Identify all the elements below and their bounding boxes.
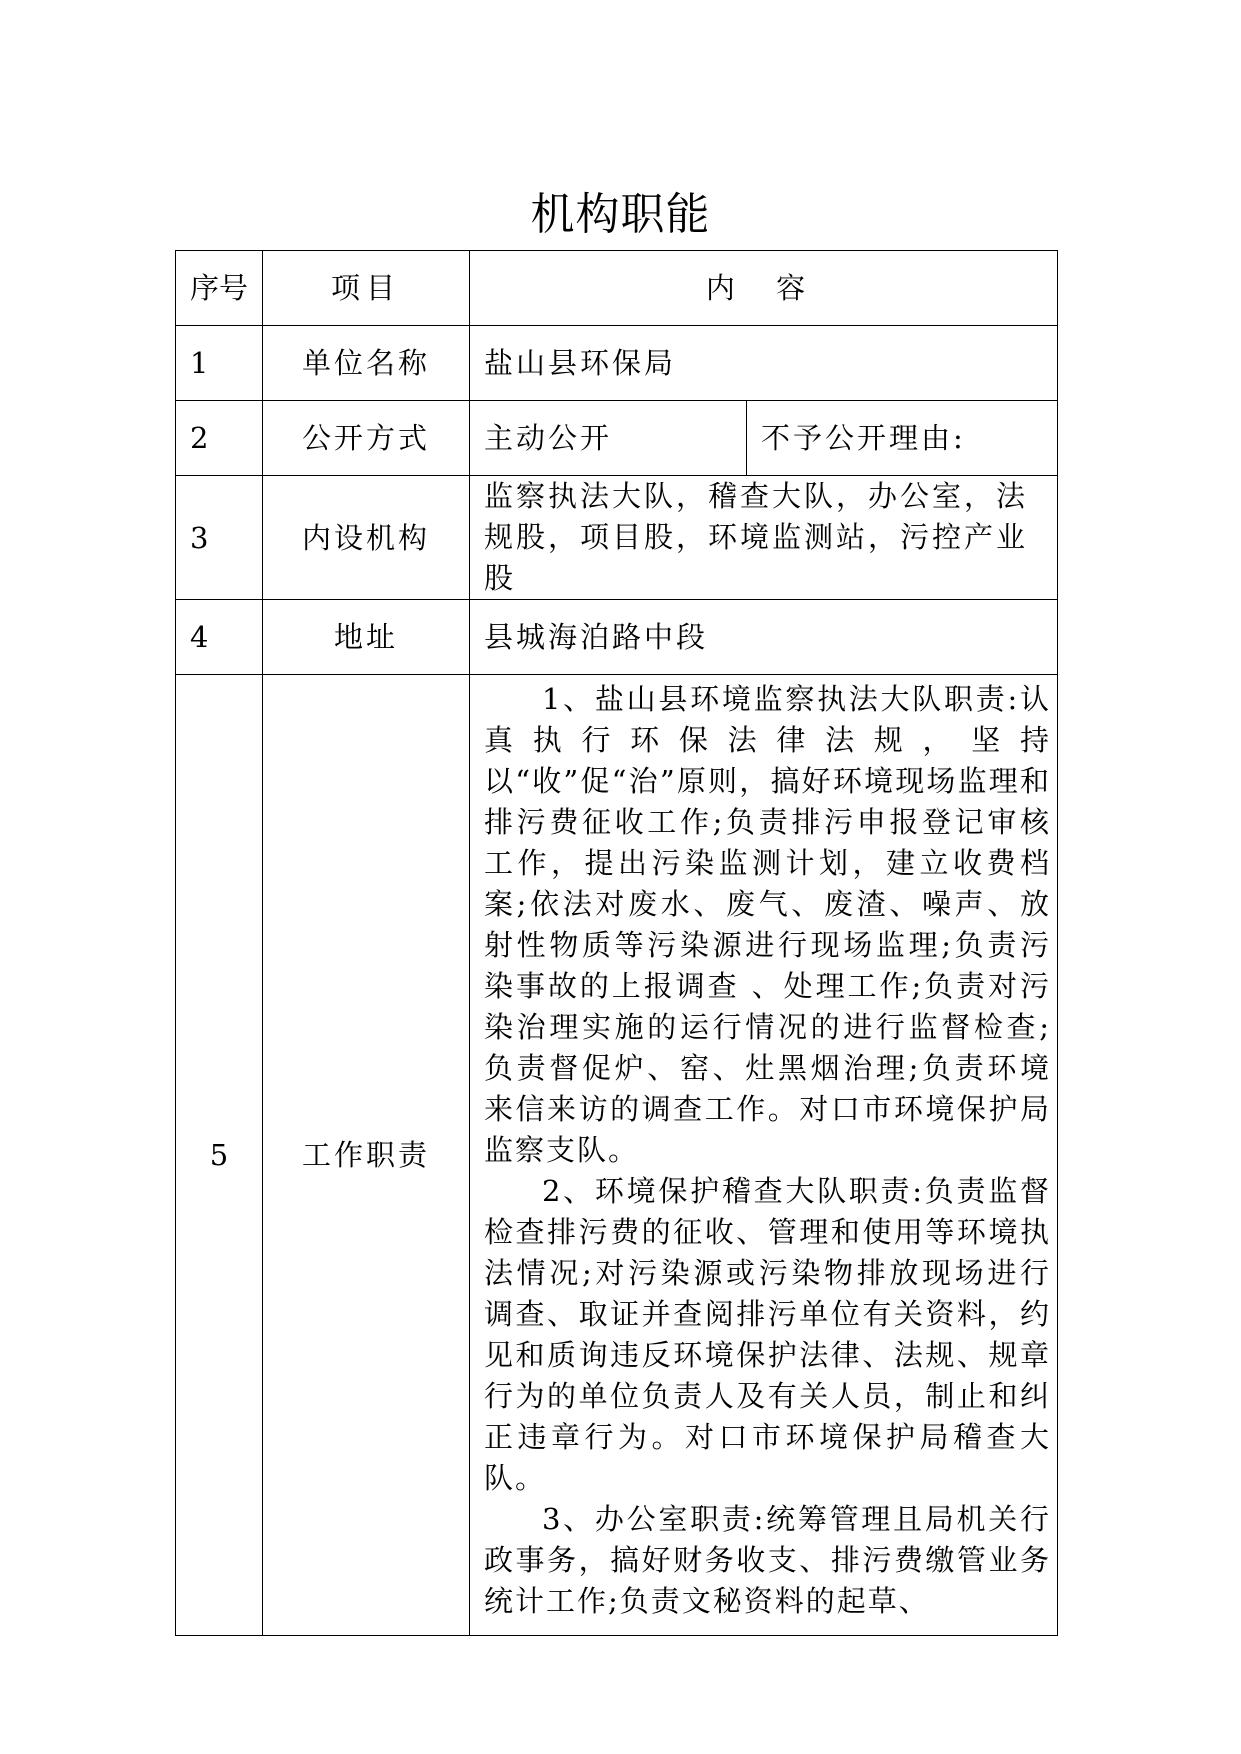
table-row bbox=[176, 600, 1058, 675]
duty-paragraph: 3、办公室职责:统筹管理且局机关行政事务，搞好财务收支、排污费缴管业务统计工作;负责文秘资料的起草、 bbox=[484, 1502, 1051, 1618]
row-value: 县城海泊路中段 bbox=[470, 600, 1058, 675]
row-value: 主动公开 bbox=[470, 401, 747, 475]
row-num: 1 bbox=[176, 326, 263, 401]
row-item: 公开方式 bbox=[263, 401, 470, 476]
header-item: 项目 bbox=[263, 251, 470, 326]
table-row bbox=[176, 675, 1058, 1636]
info-table bbox=[175, 250, 1058, 1636]
row-num: 3 bbox=[176, 476, 263, 600]
duty-paragraph: 1、盐山县环境监察执法大队职责:认真执行环保法律法规，坚持以“收”促“治”原则，搞好环境现场监理和排污费征收工作;负责排污申报登记审核工作，提出污染监测计划，建立收费档案;依法对废水、废气、废渣、噪声、放射性物质等污染源进行现场监理;负责污染事故的上报调查 、处理工作;负责对污染治理实施的运行情况的进行监督检查;负责督促炉、窑、灶黑烟治理;负责环境来信来访的调查工作。对口市环境保护局监察支队。 bbox=[484, 682, 1051, 1167]
table-row bbox=[176, 401, 1058, 476]
header-content bbox=[470, 251, 1058, 326]
row-item: 工作职责 bbox=[263, 675, 470, 1636]
row-duties bbox=[470, 675, 1058, 1636]
row-value: 盐山县环保局 bbox=[470, 326, 1058, 401]
row-item: 内设机构 bbox=[263, 476, 470, 600]
table-row bbox=[176, 326, 1058, 401]
row-item: 地址 bbox=[263, 600, 470, 675]
row-value-extra: 不予公开理由: bbox=[761, 421, 966, 455]
header-content-label: 内 容 bbox=[705, 271, 822, 305]
row-num: 2 bbox=[176, 401, 263, 476]
table-row bbox=[176, 476, 1058, 600]
row-item: 单位名称 bbox=[263, 326, 470, 401]
row-num: 5 bbox=[176, 675, 263, 1636]
page-title: 机构职能 bbox=[530, 189, 711, 240]
row-num: 4 bbox=[176, 600, 263, 675]
row-value: 监察执法大队，稽查大队，办公室，法规股，项目股，环境监测站，污控产业股 bbox=[470, 476, 1058, 600]
row-value-split bbox=[470, 401, 1058, 476]
header-num: 序号 bbox=[176, 251, 263, 326]
duty-paragraph: 2、环境保护稽查大队职责:负责监督检查排污费的征收、管理和使用等环境执法情况;对污染源或污染物排放现场进行调查、取证并查阅排污单位有关资料，约见和质询违反环境保护法律、法规、规章行为的单位负责人及有关人员，制止和纠正违章行为。对口市环境保护局稽查大队。 bbox=[484, 1174, 1051, 1495]
table-header-row bbox=[176, 251, 1058, 326]
